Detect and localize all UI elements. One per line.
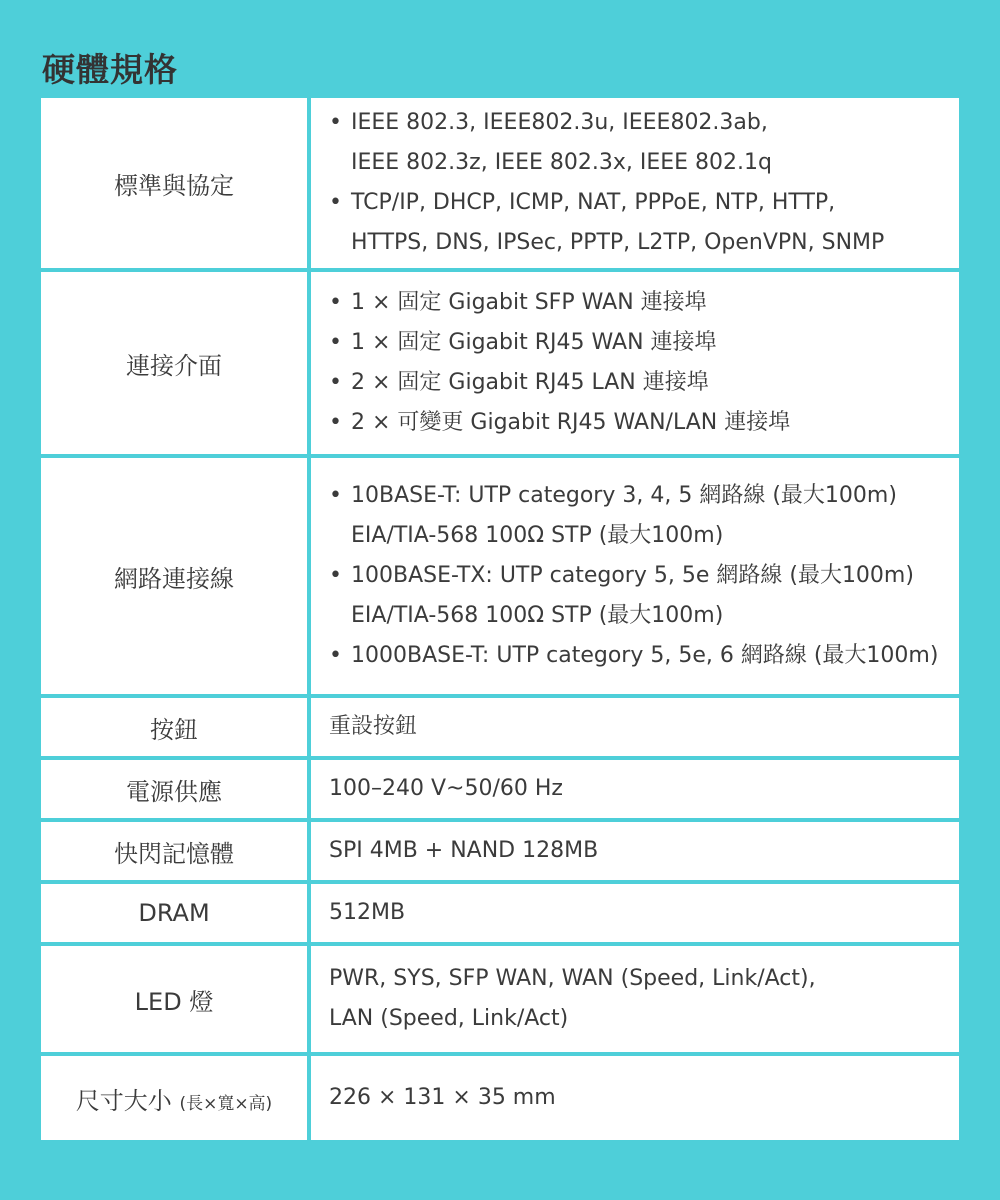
spec-value: 226 × 131 × 35 mm (329, 1085, 556, 1110)
spec-value: SPI 4MB + NAND 128MB (329, 838, 599, 863)
value-line: • 100BASE-TX: UTP category 5, 5e 網路線 (最大100m) (329, 556, 949, 596)
spec-label-sub: (長×寬×高) (179, 1093, 273, 1114)
spec-value: 重設按鈕 (329, 714, 418, 739)
bullet-icon: • (329, 290, 342, 315)
value-line: EIA/TIA-568 100Ω STP (最大100m) (351, 523, 724, 548)
spec-label: 電源供應 (41, 758, 309, 820)
spec-label: 網路連接線 (41, 456, 309, 696)
spec-value: 100–240 V~50/60 Hz (329, 776, 563, 801)
spec-value (309, 98, 959, 270)
spec-label: LED 燈 (41, 944, 309, 1054)
spec-row-dimensions (41, 1054, 959, 1140)
spec-label: 連接介面 (41, 270, 309, 456)
spec-label: 按鈕 (41, 696, 309, 758)
spec-value (309, 270, 959, 456)
bullet-icon: • (329, 190, 342, 215)
value-line: • 1 × 固定 Gigabit RJ45 WAN 連接埠 (329, 323, 949, 363)
bullet-icon: • (329, 410, 342, 435)
spec-label-main: 尺寸大小 (75, 1086, 172, 1115)
spec-row-cabling (41, 456, 959, 696)
bullet-icon: • (329, 643, 342, 668)
bullet-icon: • (329, 483, 342, 508)
value-line: • IEEE 802.3, IEEE802.3u, IEEE802.3ab, (329, 103, 949, 143)
bullet-icon: • (329, 330, 342, 355)
bullet-icon: • (329, 563, 342, 588)
value-line: HTTPS, DNS, IPSec, PPTP, L2TP, OpenVPN, SNMP (351, 230, 885, 255)
spec-row-dram (41, 882, 959, 944)
value-line: PWR, SYS, SFP WAN, WAN (Speed, Link/Act), (329, 966, 816, 991)
spec-row-button (41, 696, 959, 758)
value-line: • 10BASE-T: UTP category 3, 4, 5 網路線 (最大100m) (329, 476, 949, 516)
value-line: • 2 × 可變更 Gigabit RJ45 WAN/LAN 連接埠 (329, 403, 949, 443)
bullet-icon: • (329, 370, 342, 395)
value-line: IEEE 802.3z, IEEE 802.3x, IEEE 802.1q (351, 150, 772, 175)
spec-row-interfaces (41, 270, 959, 456)
spec-table (41, 98, 959, 1140)
spec-value: 512MB (329, 900, 406, 925)
value-line: • 2 × 固定 Gigabit RJ45 LAN 連接埠 (329, 363, 949, 403)
value-line: LAN (Speed, Link/Act) (329, 1006, 569, 1031)
bullet-icon: • (329, 110, 342, 135)
spec-label (41, 1054, 309, 1140)
spec-label: DRAM (41, 882, 309, 944)
spec-label: 標準與協定 (41, 98, 309, 270)
spec-label: 快閃記憶體 (41, 820, 309, 882)
spec-row-power (41, 758, 959, 820)
page-title: 硬體規格 (42, 50, 178, 89)
spec-row-flash (41, 820, 959, 882)
spec-row-standards (41, 98, 959, 270)
spec-row-led (41, 944, 959, 1054)
value-line: • 1 × 固定 Gigabit SFP WAN 連接埠 (329, 283, 949, 323)
value-line: • 1000BASE-T: UTP category 5, 5e, 6 網路線 (最大100m) (329, 636, 949, 676)
spec-value (309, 456, 959, 696)
value-line: EIA/TIA-568 100Ω STP (最大100m) (351, 603, 724, 628)
value-line: • TCP/IP, DHCP, ICMP, NAT, PPPoE, NTP, HTTP, (329, 183, 949, 223)
spec-value (309, 944, 959, 1054)
